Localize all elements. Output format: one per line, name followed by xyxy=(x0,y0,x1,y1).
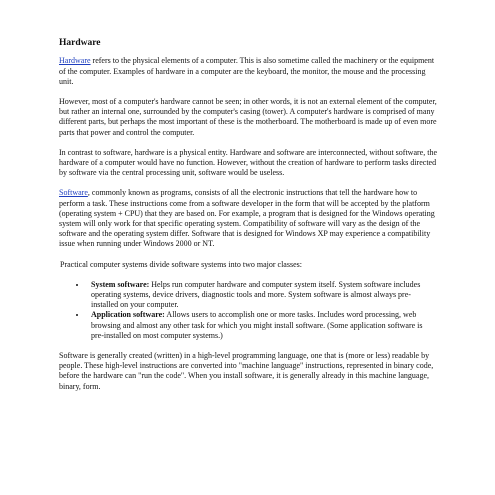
list-item-term: Application software: xyxy=(91,310,165,320)
paragraph-software-intro xyxy=(59,188,437,249)
list-item xyxy=(87,310,437,341)
list-item-text: Helps run computer hardware and computer system itself. System software includes operating systems, device drivers, diagnostic tools and more. System software is almost always pre-installed on your computer. xyxy=(91,279,421,310)
paragraph-hardware-vs-software: In contrast to software, hardware is a physical entity. Hardware and software are interconnected, without software, the hardware of a computer would have no function. However, without the creation of hardware to perform tasks directed by software via the central processing unit, software would be useless. xyxy=(59,147,437,178)
list-item xyxy=(87,280,437,311)
paragraph-hardware-internal: However, most of a computer's hardware cannot be seen; in other words, it is not an external element of the computer, but rather an internal one, surrounded by the computer's casing (tower). A computer's hardware is comprised of many different parts, but perhaps the most important of these is the motherboard. The motherboard is made up of even more parts that power and control the computer. xyxy=(59,97,437,137)
paragraph-software-languages: Software is generally created (written) in a high-level programming language, one that is (more or less) readable by people. These high-level instructions are converted into "machine language" instructions, represented in binary code, before the hardware can "run the code". When you install software, it is generally already in this machine language, binary, form. xyxy=(59,351,434,391)
hardware-link[interactable]: Hardware xyxy=(59,56,91,66)
software-classes-list xyxy=(59,280,437,341)
list-item-text: Allows users to accomplish one or more tasks. Includes word processing, web browsing and almost any other task for which you might install software. (Some application software is pre-installed on most computer systems.) xyxy=(91,310,423,340)
document-page xyxy=(59,38,437,402)
paragraph-text: refers to the physical elements of a computer. This is also sometime called the machinery or the equipment of the computer. Examples of hardware in a computer are the keyboard, the monitor, the mouse and the processing unit. xyxy=(59,56,435,86)
list-item-term: System software: xyxy=(91,279,150,289)
paragraph-software-classes: Practical computer systems divide software systems into two major classes: xyxy=(60,259,302,269)
paragraph-text: , commonly known as programs, consists of all the electronic instructions that tell the hardware how to perform a task. These instructions come from a software developer in the form that will be accepted by the platform (operating system + CPU) that they are based on. For example, a program that is designed for the Windows operating system will only work for that specific operating system. Compatibility of software will vary as the design of the software and the operating system differ. Software that is designed for Windows XP may experience a compatibility issue when running under Windows 2000 or NT. xyxy=(59,188,435,249)
software-link[interactable]: Software xyxy=(59,188,88,198)
page-title: Hardware xyxy=(59,38,101,48)
paragraph-hardware-intro xyxy=(59,56,437,87)
